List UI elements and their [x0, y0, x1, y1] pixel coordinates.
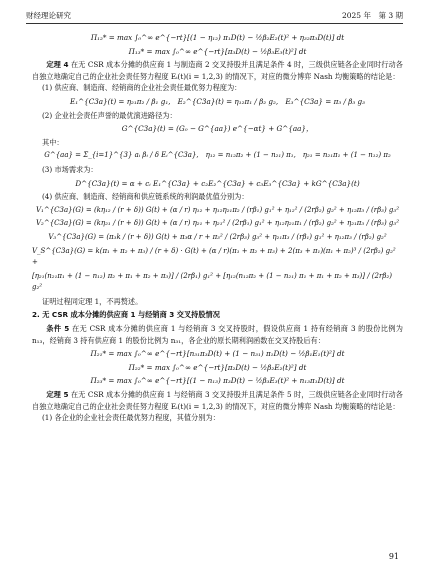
equation-where: G^{aa} = Σ_{i=1}^{3} aᵢ βᵢ / δ Eᵢ^{C3a}, η₁₂ = n₁₂π₂ + (1 − n₂₁) π₁, η₂₁ = n₂₁π₁ + (1 − n₁₂) π₂: [44, 151, 391, 160]
thm4-item-3: (3) 市场需求为：: [42, 164, 98, 174]
equation-v2: V₂^{C3a}(G) = (kη₂₁ / (r + δ)) G(t) + (α / r) η₂₁ + η₂₁² / (2rβ₁) g₁² + η₁₂η₂₁π₁ / (rβ₂) g₂² + η₂₁π₃ / (rβ₃) g₃²: [35, 219, 400, 228]
equation-pi21: Π₂₁* = max ∫₀^∞ e^{−rt}[n₃₁π₃D(t) + (1 − n₃₁) π₁D(t) − ½β₁E₁(t)²] dt: [90, 349, 345, 359]
header-rule: [26, 23, 403, 24]
theorem-4-label: 定理 4: [46, 60, 69, 70]
where-label: 其中：: [42, 137, 64, 147]
equation-pi22: Π₂₂* = max ∫₀^∞ e^{−rt}[π₂D(t) − ½β₂E₂(t)²] dt: [128, 362, 307, 372]
condition-5-text: 在无 CSR 成本分摊的供应商 1 与经销商 3 交叉持股时，假设供应商 1 持有经销商 3 的股份比例为 n₁₃，经销商 3 持有供应商 1 的股份比例为 n₃₁，各企业的原长期利润函数在交叉持股后有：: [32, 324, 403, 345]
theorem-5-label: 定理 5: [46, 390, 69, 400]
condition-5: [32, 323, 403, 346]
journal-name: 财经理论研究: [26, 11, 71, 20]
equation-pi13: Π₁₃* = max ∫₀^∞ e^{−rt}[π₃D(t) − ½β₃E₃(t)²] dt: [128, 46, 307, 56]
page-number: 91: [388, 552, 399, 561]
proof-note: 证明过程同定理 1，不再赘述。: [42, 296, 143, 306]
equation-reputation-path: G^{C3a}(t) = (G₀ − G^{aa}) e^{−αt} + G^{aa}，: [121, 124, 314, 134]
equation-vs-line1: V_S^{C3a}(G) = k(π₁ + π₂ + π₃) / (r + δ) · G(t) + (α / r)(π₁ + π₂ + π₃) + 2(π₃ + π₁)(π₁ + π₂)³ / (2rβ₂) g₂² +: [32, 246, 396, 267]
running-header: [26, 10, 403, 22]
thm4-item-2: (2) 企业社会责任声誉的最优演进路径为：: [42, 110, 177, 120]
equation-pi12: Π₁₂* = max ∫₀^∞ e^{−rt}[(1 − η₁₂) π₁D(t) − ½β₂E₂(t)² + η₃₂π₃D(t)] dt: [90, 33, 345, 42]
theorem-4-text: 在无 CSR 成本分摊的供应商 1 与制造商 2 交叉持股并且满足条件 4 时，三级供应链各企业同时行动各自独立地确定自己的企业社会责任努力程度 Eᵢ(t)(i = 1,2,3) 的情况下，对应的微分博弈 Nash 均衡策略的结论是：: [32, 60, 403, 81]
issue-info: 2025 年 第 3 期: [341, 11, 403, 20]
equation-vs-line2: [η₂₁(n₂₁π₁ + (1 − n₁₂) π₂ + π₁ + π₂ + π₃)] / (2rβ₁) g₁² + [η₁₂(n₁₂π₂ + (1 − n₂₁) π₁ + π₁ + π₂ + π₃)] / (2rβ₂) g₂²: [32, 271, 392, 292]
thm4-item-4: (4) 供应商、制造商、经销商和供应链系统的利润最优值分别为：: [42, 192, 249, 202]
theorem-4: [32, 59, 403, 82]
equation-pi23: Π₂₃* = max ∫₀^∞ e^{−rt}[(1 − n₁₃) π₃D(t) − ½β₃E₃(t)² + n₁₃π₁D(t)] dt: [90, 376, 345, 386]
section-heading-2: 2. 无 CSR 成本分摊的供应商 1 与经销商 3 交叉持股情况: [32, 310, 220, 320]
theorem-5: [32, 389, 403, 412]
thm4-item-1: (1) 供应商、制造商、经销商的企业社会责任最优努力程度为：: [42, 83, 242, 93]
thm5-item-1: (1) 各企业的企业社会责任最优努力程度，其值分别为：: [42, 413, 220, 423]
page-body: [32, 30, 403, 424]
equation-v1: V₁^{C3a}(G) = (kη₁₂ / (r + δ)) G(t) + (α / r) η₁₂ + η₁₂η₂₁π₂ / (rβ₁) g₁² + η₁₂² / (2rβ₂) g₂² + η₁₂π₃ / (rβ₃) g₃²: [35, 205, 400, 214]
condition-5-label: 条件 5: [46, 324, 70, 334]
equation-effort-thm4: E₁^{C3a}(t) = η₂₁π₂ / β₁ g₁, E₂^{C3a}(t) = η₁₂π₁ / β₂ g₂, E₃^{C3a} = π₃ / β₃ g₃: [69, 96, 365, 106]
equation-demand: D^{C3a}(t) = α + cᵢ E₁^{C3a} + c₂E₂^{C3a} + c₃E₃^{C3a} + kG^{C3a}(t): [75, 178, 360, 188]
equation-v3: V₃^{C3a}(G) = (π₃k / (r + δ)) G(t) + π₃α / r + π₃² / (2rβ₃) g₃² + η₂₁π₃ / (rβ₁) g₁² + η₁₂π₃ / (rβ₂) g₂²: [48, 232, 387, 241]
theorem-5-text: 在无 CSR 成本分摊的供应商 1 与经销商 3 交叉持股并且满足条件 5 时，三级供应链各企业同时行动各自独立地确定自己的企业社会责任努力程度 Eᵢ(t)(i = 1,2,3) 的情况下，对应的微分博弈 Nash 均衡策略的结论是：: [32, 390, 403, 411]
